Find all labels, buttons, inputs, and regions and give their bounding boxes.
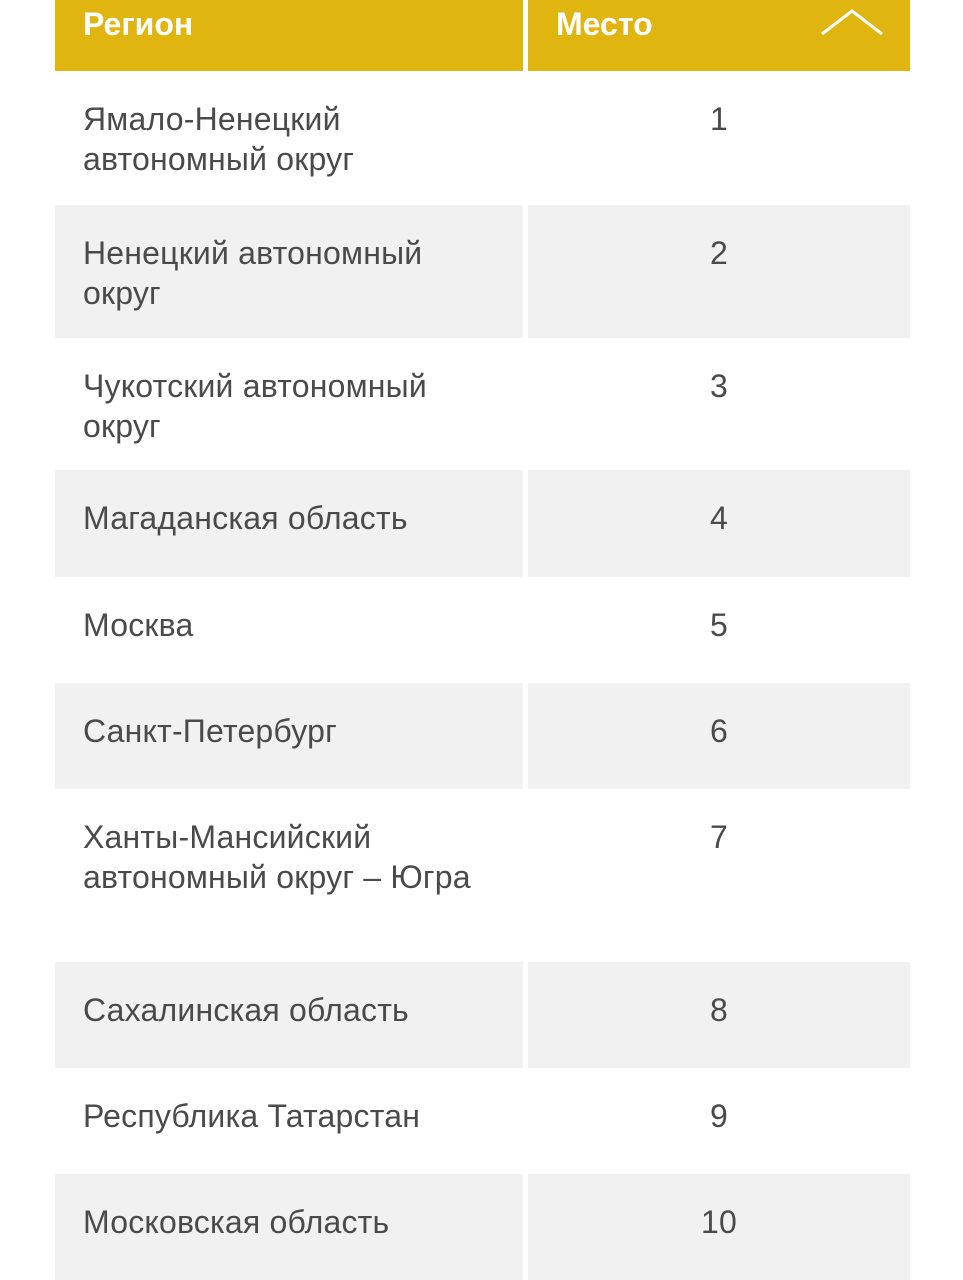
region-cell: Ямало-Ненецкий автономный округ [83, 101, 355, 177]
column-header-region[interactable] [55, 0, 523, 71]
region-cell: Ханты-Мансийский автономный округ – Югра [83, 819, 471, 895]
region-cell: Ненецкий автономный округ [55, 205, 523, 338]
table-row [55, 683, 910, 789]
region-cell: Чукотский автономный округ [83, 368, 427, 444]
chevron-up-icon[interactable] [820, 8, 884, 36]
table-row [55, 71, 910, 205]
column-header-place-label: Место [556, 6, 653, 42]
column-header-place[interactable] [528, 0, 910, 71]
region-cell: Сахалинская область [55, 962, 523, 1068]
region-cell: Магаданская область [55, 470, 523, 577]
place-cell: 8 [528, 962, 910, 1068]
region-cell: Республика Татарстан [83, 1098, 421, 1134]
table-row [55, 338, 910, 470]
table-row [55, 577, 910, 683]
column-header-region-label: Регион [83, 6, 194, 42]
place-cell: 9 [710, 1098, 728, 1134]
place-cell: 3 [710, 368, 728, 404]
table-row [55, 962, 910, 1068]
place-cell: 10 [528, 1174, 910, 1280]
place-cell: 7 [710, 819, 728, 855]
table-row [55, 205, 910, 338]
table-row [55, 789, 910, 962]
region-cell: Санкт-Петербург [55, 683, 523, 789]
place-cell: 2 [528, 205, 910, 338]
region-cell: Москва [83, 607, 194, 643]
place-cell: 5 [710, 607, 728, 643]
ranking-table [55, 0, 910, 1280]
place-cell: 6 [528, 683, 910, 789]
region-cell: Московская область [55, 1174, 523, 1280]
place-cell: 1 [710, 101, 728, 137]
table-header [55, 0, 910, 71]
place-cell: 4 [528, 470, 910, 577]
table-row [55, 1174, 910, 1280]
table-row [55, 470, 910, 577]
table-row [55, 1068, 910, 1174]
